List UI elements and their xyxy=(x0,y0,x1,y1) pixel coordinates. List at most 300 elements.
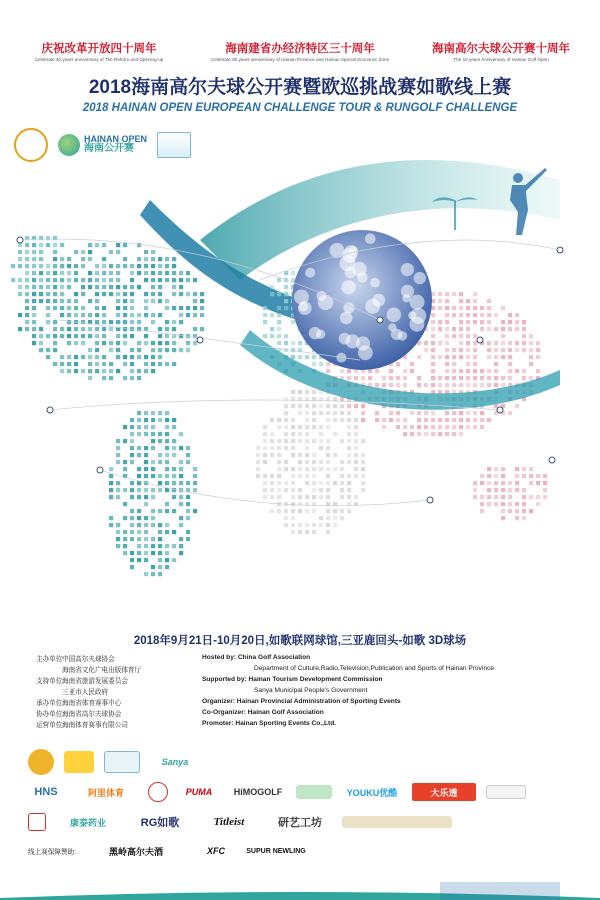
map-dot xyxy=(452,348,456,352)
map-dot xyxy=(158,474,162,478)
map-dot xyxy=(452,376,456,380)
map-dot xyxy=(158,348,162,352)
map-dot xyxy=(326,453,330,457)
map-dot xyxy=(298,460,302,464)
map-dot xyxy=(151,418,155,422)
map-dot xyxy=(417,376,421,380)
map-dot xyxy=(417,411,421,415)
sponsor-logo: 大乐透 xyxy=(412,783,476,801)
map-dot xyxy=(123,362,127,366)
map-dot xyxy=(151,537,155,541)
map-dot xyxy=(60,355,64,359)
credit-row xyxy=(36,685,576,696)
map-dot xyxy=(515,404,519,408)
map-dot xyxy=(354,439,358,443)
map-dot xyxy=(130,509,134,513)
map-dot xyxy=(88,257,92,261)
map-dot xyxy=(60,278,64,282)
sponsor-badge-logo xyxy=(148,782,168,802)
map-dot xyxy=(193,306,197,310)
map-dot xyxy=(67,306,71,310)
map-dot xyxy=(347,509,351,513)
map-dot xyxy=(284,285,288,289)
map-dot xyxy=(326,460,330,464)
map-dot xyxy=(95,243,99,247)
map-dot xyxy=(347,376,351,380)
map-dot xyxy=(270,453,274,457)
map-dot xyxy=(326,418,330,422)
map-dot xyxy=(431,320,435,324)
map-dot xyxy=(487,348,491,352)
map-dot xyxy=(431,313,435,317)
map-dot xyxy=(529,509,533,513)
map-dot xyxy=(137,537,141,541)
map-dot xyxy=(123,341,127,345)
map-dot xyxy=(144,257,148,261)
map-dot xyxy=(116,243,120,247)
map-dot xyxy=(270,474,274,478)
map-dot xyxy=(137,467,141,471)
map-dot xyxy=(179,544,183,548)
map-dot xyxy=(487,481,491,485)
map-dot xyxy=(165,551,169,555)
map-dot xyxy=(172,327,176,331)
map-dot xyxy=(354,432,358,436)
map-dot xyxy=(298,495,302,499)
map-dot xyxy=(123,439,127,443)
map-dot xyxy=(158,565,162,569)
map-dot xyxy=(53,348,57,352)
map-dot xyxy=(158,551,162,555)
map-dot xyxy=(172,348,176,352)
map-dot xyxy=(312,411,316,415)
map-dot xyxy=(298,530,302,534)
map-dot xyxy=(522,320,526,324)
map-dot xyxy=(158,292,162,296)
map-dot xyxy=(431,432,435,436)
map-dot xyxy=(88,299,92,303)
map-dot xyxy=(319,488,323,492)
map-dot xyxy=(347,481,351,485)
map-dot xyxy=(291,439,295,443)
map-dot xyxy=(263,432,267,436)
credit-row xyxy=(36,696,576,707)
map-dot xyxy=(319,404,323,408)
map-dot xyxy=(144,313,148,317)
map-dot xyxy=(326,369,330,373)
map-dot xyxy=(431,383,435,387)
map-dot xyxy=(186,292,190,296)
map-dot xyxy=(74,278,78,282)
map-dot xyxy=(109,523,113,527)
map-dot xyxy=(130,264,134,268)
map-dot xyxy=(137,285,141,289)
map-dot xyxy=(60,362,64,366)
sponsor-logo: PUMA xyxy=(185,787,213,797)
map-dot xyxy=(179,523,183,527)
map-dot xyxy=(137,271,141,275)
golf-ball-dimple xyxy=(370,278,380,288)
map-dot xyxy=(375,418,379,422)
map-dot xyxy=(452,425,456,429)
map-dot xyxy=(95,327,99,331)
credit-label: 运营单位: xyxy=(36,721,65,729)
map-dot xyxy=(522,348,526,352)
map-dot xyxy=(312,439,316,443)
map-dot xyxy=(319,481,323,485)
map-dot xyxy=(417,425,421,429)
map-dot xyxy=(130,460,134,464)
anniversary-2 xyxy=(203,40,398,62)
map-dot xyxy=(319,439,323,443)
map-dot xyxy=(291,425,295,429)
map-dot xyxy=(256,453,260,457)
map-dot xyxy=(165,453,169,457)
map-dot xyxy=(123,257,127,261)
map-dot xyxy=(466,313,470,317)
map-dot xyxy=(501,327,505,331)
map-dot xyxy=(172,474,176,478)
map-dot xyxy=(445,432,449,436)
anniversary-en: Celebrate 40 years anniversary of The Reform and Opening-up xyxy=(34,57,164,62)
map-dot xyxy=(480,502,484,506)
map-dot xyxy=(480,327,484,331)
map-dot xyxy=(53,292,57,296)
map-dot xyxy=(494,355,498,359)
map-dot xyxy=(151,292,155,296)
map-dot xyxy=(284,292,288,296)
map-dot xyxy=(137,418,141,422)
map-dot xyxy=(95,271,99,275)
map-dot xyxy=(312,355,316,359)
map-dot xyxy=(487,495,491,499)
map-dot xyxy=(11,278,15,282)
map-dot xyxy=(536,495,540,499)
map-dot xyxy=(11,264,15,268)
map-dot xyxy=(67,257,71,261)
map-dot xyxy=(18,292,22,296)
map-dot xyxy=(151,341,155,345)
map-dot xyxy=(277,474,281,478)
map-dot xyxy=(326,495,330,499)
map-dot xyxy=(88,348,92,352)
map-dot xyxy=(18,257,22,261)
map-dot xyxy=(438,292,442,296)
map-dot xyxy=(333,397,337,401)
map-dot xyxy=(326,439,330,443)
map-dot xyxy=(172,425,176,429)
map-dot xyxy=(186,502,190,506)
map-dot xyxy=(102,278,106,282)
map-dot xyxy=(263,481,267,485)
map-dot xyxy=(186,313,190,317)
map-dot xyxy=(130,425,134,429)
map-dot xyxy=(354,425,358,429)
map-dot xyxy=(179,537,183,541)
map-dot xyxy=(116,285,120,289)
map-dot xyxy=(116,264,120,268)
map-dot xyxy=(81,285,85,289)
map-dot xyxy=(284,404,288,408)
map-dot xyxy=(74,327,78,331)
map-dot xyxy=(333,404,337,408)
map-dot xyxy=(438,327,442,331)
map-dot xyxy=(515,313,519,317)
map-dot xyxy=(165,509,169,513)
map-dot xyxy=(165,474,169,478)
map-dot xyxy=(32,250,36,254)
map-dot xyxy=(319,425,323,429)
map-dot xyxy=(165,460,169,464)
map-dot xyxy=(494,502,498,506)
map-dot xyxy=(144,369,148,373)
map-dot xyxy=(53,236,57,240)
map-dot xyxy=(473,306,477,310)
map-dot xyxy=(340,495,344,499)
map-dot xyxy=(438,299,442,303)
map-dot xyxy=(102,271,106,275)
map-dot xyxy=(109,320,113,324)
map-dot xyxy=(165,264,169,268)
map-dot xyxy=(53,264,57,268)
map-dot xyxy=(172,453,176,457)
map-dot xyxy=(102,243,106,247)
map-dot xyxy=(88,243,92,247)
map-dot xyxy=(144,411,148,415)
map-dot xyxy=(522,376,526,380)
credit-row xyxy=(36,652,576,663)
credit-en: Department of Culture,Radio,Television,Publication and Sports of Hainan Province xyxy=(254,665,495,672)
map-dot xyxy=(396,411,400,415)
map-dot xyxy=(151,572,155,576)
map-dot xyxy=(361,474,365,478)
map-dot xyxy=(137,257,141,261)
map-dot xyxy=(116,320,120,324)
map-dot xyxy=(466,348,470,352)
map-dot xyxy=(144,432,148,436)
map-dot xyxy=(137,509,141,513)
map-dot xyxy=(137,446,141,450)
map-dot xyxy=(102,292,106,296)
map-dot xyxy=(347,411,351,415)
map-dot xyxy=(102,341,106,345)
map-dot xyxy=(354,376,358,380)
map-dot xyxy=(487,327,491,331)
map-dot xyxy=(179,516,183,520)
map-dot xyxy=(501,355,505,359)
map-dot xyxy=(123,264,127,268)
anniversary-banner xyxy=(0,40,600,62)
map-dot xyxy=(32,320,36,324)
map-dot xyxy=(165,425,169,429)
map-dot xyxy=(144,355,148,359)
map-dot xyxy=(144,516,148,520)
map-dot xyxy=(438,341,442,345)
map-dot xyxy=(487,376,491,380)
map-dot xyxy=(179,474,183,478)
map-dot xyxy=(123,530,127,534)
map-dot xyxy=(46,236,50,240)
map-dot xyxy=(88,250,92,254)
hainan-open-cn: 海南公开赛 xyxy=(84,143,134,155)
map-dot xyxy=(536,355,540,359)
anniversary-3 xyxy=(404,40,599,62)
map-dot xyxy=(130,432,134,436)
map-dot xyxy=(123,306,127,310)
map-dot xyxy=(347,488,351,492)
map-dot xyxy=(32,327,36,331)
map-dot xyxy=(137,243,141,247)
map-dot xyxy=(410,432,414,436)
map-dot xyxy=(256,446,260,450)
map-dot xyxy=(60,369,64,373)
map-dot xyxy=(151,369,155,373)
map-dot xyxy=(340,509,344,513)
map-dot xyxy=(312,530,316,534)
map-dot xyxy=(144,250,148,254)
map-dot xyxy=(543,481,547,485)
world-map-svg xyxy=(0,160,600,620)
map-dot xyxy=(151,362,155,366)
map-dot xyxy=(312,474,316,478)
map-dot xyxy=(529,334,533,338)
map-dot xyxy=(466,306,470,310)
map-dot xyxy=(326,425,330,429)
map-dot xyxy=(151,257,155,261)
map-dot xyxy=(67,299,71,303)
map-dot xyxy=(158,264,162,268)
map-dot xyxy=(151,467,155,471)
map-dot xyxy=(347,369,351,373)
map-dot xyxy=(172,509,176,513)
map-dot xyxy=(74,362,78,366)
map-dot xyxy=(459,320,463,324)
organizer-emblem-logo xyxy=(28,749,54,775)
map-dot xyxy=(312,488,316,492)
map-dot xyxy=(109,369,113,373)
map-dot xyxy=(466,362,470,366)
map-dot xyxy=(144,474,148,478)
credit-en: Promoter: Hainan Sporting Events Co.,Ltd. xyxy=(202,720,337,727)
map-dot xyxy=(151,509,155,513)
map-dot xyxy=(130,334,134,338)
map-dot xyxy=(340,481,344,485)
map-dot xyxy=(501,383,505,387)
map-dot xyxy=(298,404,302,408)
map-dot xyxy=(116,334,120,338)
map-dot xyxy=(130,418,134,422)
map-dot xyxy=(340,474,344,478)
map-dot xyxy=(172,306,176,310)
map-dot xyxy=(270,285,274,289)
map-dot xyxy=(340,488,344,492)
map-dot xyxy=(291,530,295,534)
map-dot xyxy=(109,488,113,492)
map-dot xyxy=(109,278,113,282)
map-dot xyxy=(158,278,162,282)
map-dot xyxy=(81,341,85,345)
map-dot xyxy=(137,369,141,373)
map-dot xyxy=(424,411,428,415)
map-dot xyxy=(389,418,393,422)
map-dot xyxy=(193,299,197,303)
map-dot xyxy=(347,432,351,436)
map-dot xyxy=(480,425,484,429)
map-dot xyxy=(165,523,169,527)
map-dot xyxy=(151,250,155,254)
map-dot xyxy=(25,250,29,254)
map-dot xyxy=(515,348,519,352)
credit-cn: 海南省体育赛事中心 xyxy=(62,699,122,707)
map-dot xyxy=(116,537,120,541)
map-dot xyxy=(277,467,281,471)
map-dot xyxy=(102,327,106,331)
map-dot xyxy=(186,446,190,450)
map-dot xyxy=(326,467,330,471)
credits-block xyxy=(36,652,576,729)
map-dot xyxy=(501,334,505,338)
map-dot xyxy=(438,306,442,310)
map-dot xyxy=(102,264,106,268)
map-dot xyxy=(123,243,127,247)
map-dot xyxy=(403,369,407,373)
map-dot xyxy=(270,432,274,436)
map-dot xyxy=(277,488,281,492)
map-dot xyxy=(270,509,274,513)
map-dot xyxy=(396,425,400,429)
map-dot xyxy=(305,460,309,464)
map-dot xyxy=(67,362,71,366)
map-dot xyxy=(508,495,512,499)
map-dot xyxy=(291,481,295,485)
anniversary-en: Celebrate 30 years anniversary of Hainan Province and Hainan Special Economic Zone xyxy=(210,57,390,62)
sponsor-logo: 黑岭高尔夫酒 xyxy=(108,846,163,857)
map-dot xyxy=(95,334,99,338)
map-dot xyxy=(494,474,498,478)
map-dot xyxy=(81,257,85,261)
map-dot xyxy=(494,348,498,352)
map-dot xyxy=(151,565,155,569)
map-dot xyxy=(18,243,22,247)
map-dot xyxy=(515,502,519,506)
map-dot xyxy=(529,481,533,485)
map-dot xyxy=(165,558,169,562)
map-dot xyxy=(459,327,463,331)
map-dot xyxy=(95,362,99,366)
map-dot xyxy=(60,257,64,261)
golf-ball-dimple xyxy=(387,308,402,323)
map-dot xyxy=(116,341,120,345)
map-dot xyxy=(473,481,477,485)
map-dot xyxy=(81,369,85,373)
map-dot xyxy=(340,404,344,408)
map-dot xyxy=(130,558,134,562)
map-dot xyxy=(158,488,162,492)
map-dot xyxy=(340,418,344,422)
map-dot xyxy=(403,425,407,429)
map-dot xyxy=(74,369,78,373)
map-dot xyxy=(32,299,36,303)
map-dot xyxy=(354,453,358,457)
map-dot xyxy=(67,334,71,338)
anniversary-en: The 10 years Anniversary of Hainan Golf Open xyxy=(453,57,549,62)
map-dot xyxy=(277,439,281,443)
map-dot xyxy=(522,509,526,513)
map-dot xyxy=(466,299,470,303)
map-dot xyxy=(319,523,323,527)
map-dot xyxy=(284,467,288,471)
map-dot xyxy=(60,327,64,331)
